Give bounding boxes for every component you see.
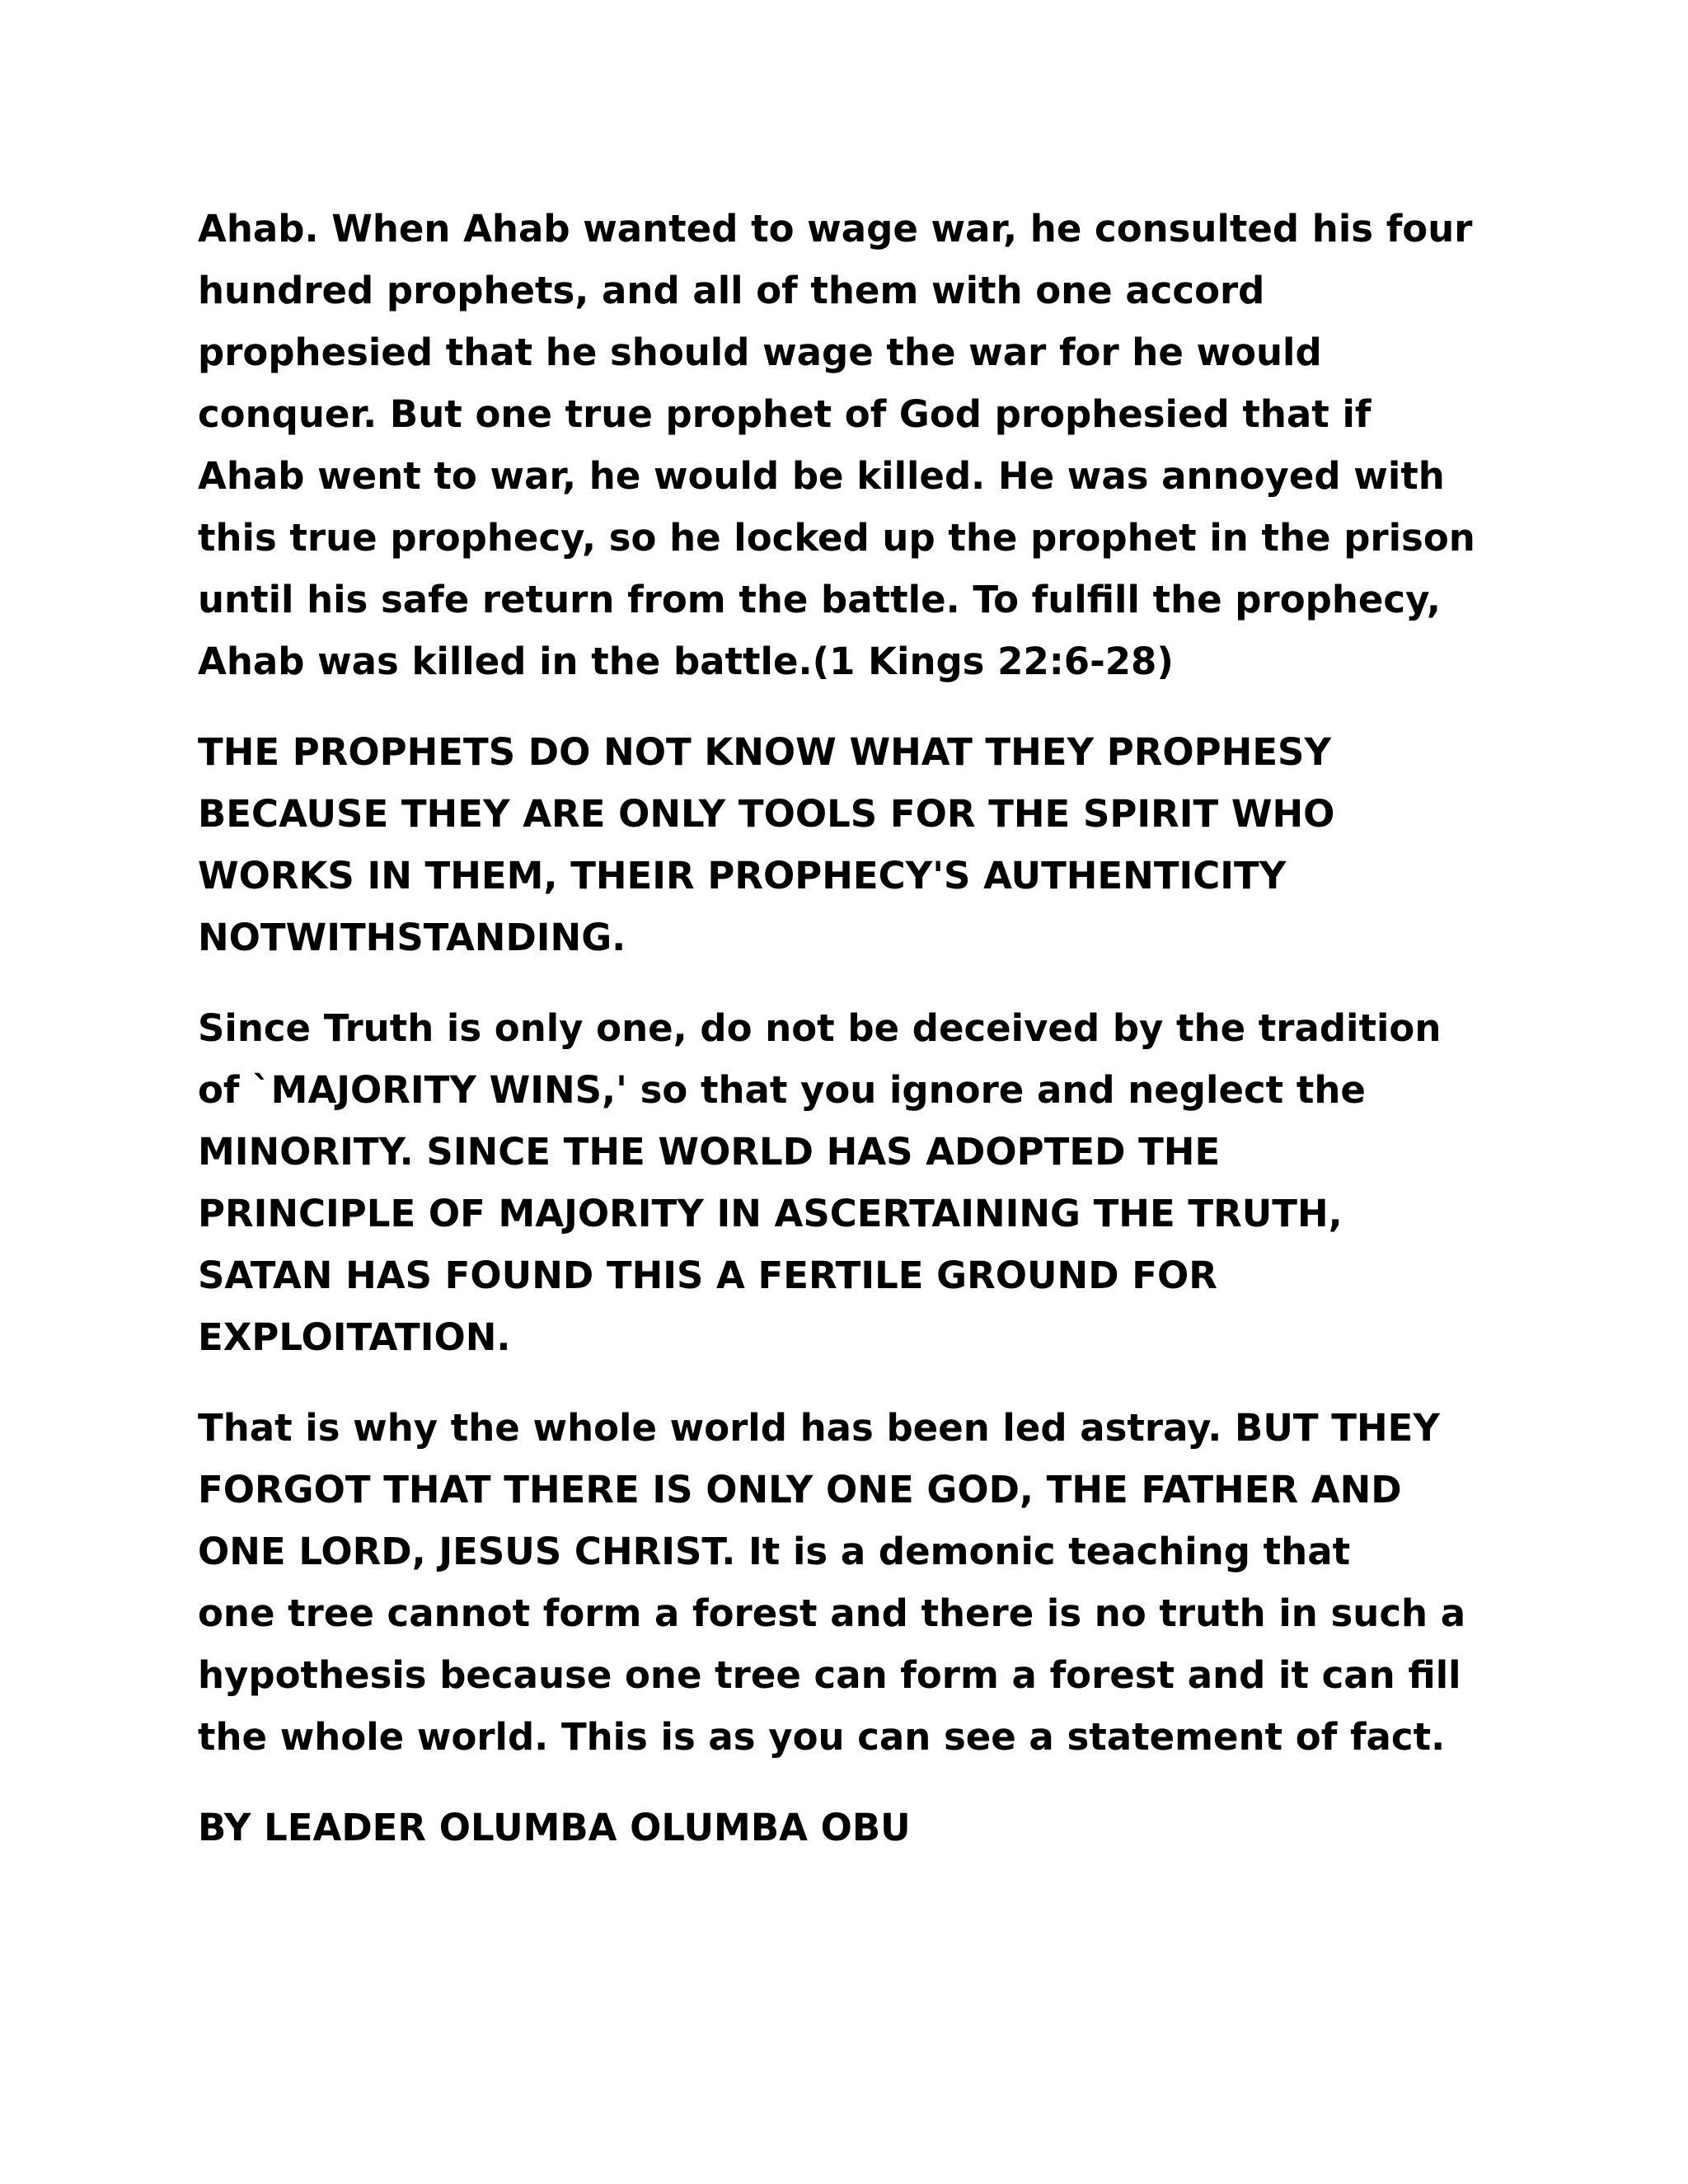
text-line: Ahab. When Ahab wanted to wage war, he consulted his four bbox=[198, 207, 1473, 251]
text-line: FORGOT THAT THERE IS ONLY ONE GOD, THE FATHER AND bbox=[198, 1468, 1402, 1511]
text-line: the whole world. This is as you can see a statement of fact. bbox=[198, 1715, 1446, 1759]
text-line: SATAN HAS FOUND THIS A FERTILE GROUND FOR bbox=[198, 1254, 1217, 1297]
paragraph-prophets bbox=[198, 721, 1484, 968]
text-line: WORKS IN THEM, THEIR PROPHECY'S AUTHENTICITY bbox=[198, 854, 1287, 898]
text-line: EXPLOITATION. bbox=[198, 1315, 511, 1359]
paragraph-truth bbox=[198, 997, 1484, 1368]
text-line: conquer. But one true prophet of God prophesied that if bbox=[198, 392, 1372, 436]
text-line: THE PROPHETS DO NOT KNOW WHAT THEY PROPHESY bbox=[198, 730, 1332, 774]
text-line: one tree cannot form a forest and there is no truth in such a bbox=[198, 1591, 1466, 1635]
text-line: hypothesis because one tree can form a forest and it can fill bbox=[198, 1653, 1461, 1697]
text-line: Since Truth is only one, do not be deceived by the tradition bbox=[198, 1006, 1442, 1050]
text-line: of `MAJORITY WINS,' so that you ignore and neglect the bbox=[198, 1068, 1366, 1112]
text-line: MINORITY. SINCE THE WORLD HAS ADOPTED THE bbox=[198, 1130, 1221, 1174]
author-line: BY LEADER OLUMBA OLUMBA OBU bbox=[198, 1806, 911, 1849]
text-line: Ahab went to war, he would be killed. He was annoyed with bbox=[198, 454, 1445, 498]
text-line: prophesied that he should wage the war for he would bbox=[198, 330, 1322, 374]
paragraph-world-astray bbox=[198, 1397, 1484, 1768]
text-line: this true prophecy, so he locked up the prophet in the prison bbox=[198, 516, 1475, 560]
text-line: Ahab was killed in the battle.(1 Kings 22:6-28) bbox=[198, 640, 1174, 683]
text-line: BECAUSE THEY ARE ONLY TOOLS FOR THE SPIRIT WHO bbox=[198, 792, 1335, 836]
text-line: NOTWITHSTANDING. bbox=[198, 916, 626, 959]
text-line: hundred prophets, and all of them with one accord bbox=[198, 269, 1265, 312]
text-line: PRINCIPLE OF MAJORITY IN ASCERTAINING THE TRUTH, bbox=[198, 1192, 1343, 1235]
byline bbox=[198, 1797, 1484, 1858]
text-line: ONE LORD, JESUS CHRIST. It is a demonic teaching that bbox=[198, 1530, 1351, 1573]
paragraph-ahab-story bbox=[198, 198, 1484, 692]
text-line: until his safe return from the battle. To fulfill the prophecy, bbox=[198, 578, 1442, 621]
text-line: That is why the whole world has been led astray. BUT THEY bbox=[198, 1406, 1440, 1450]
document-body bbox=[198, 198, 1484, 1887]
